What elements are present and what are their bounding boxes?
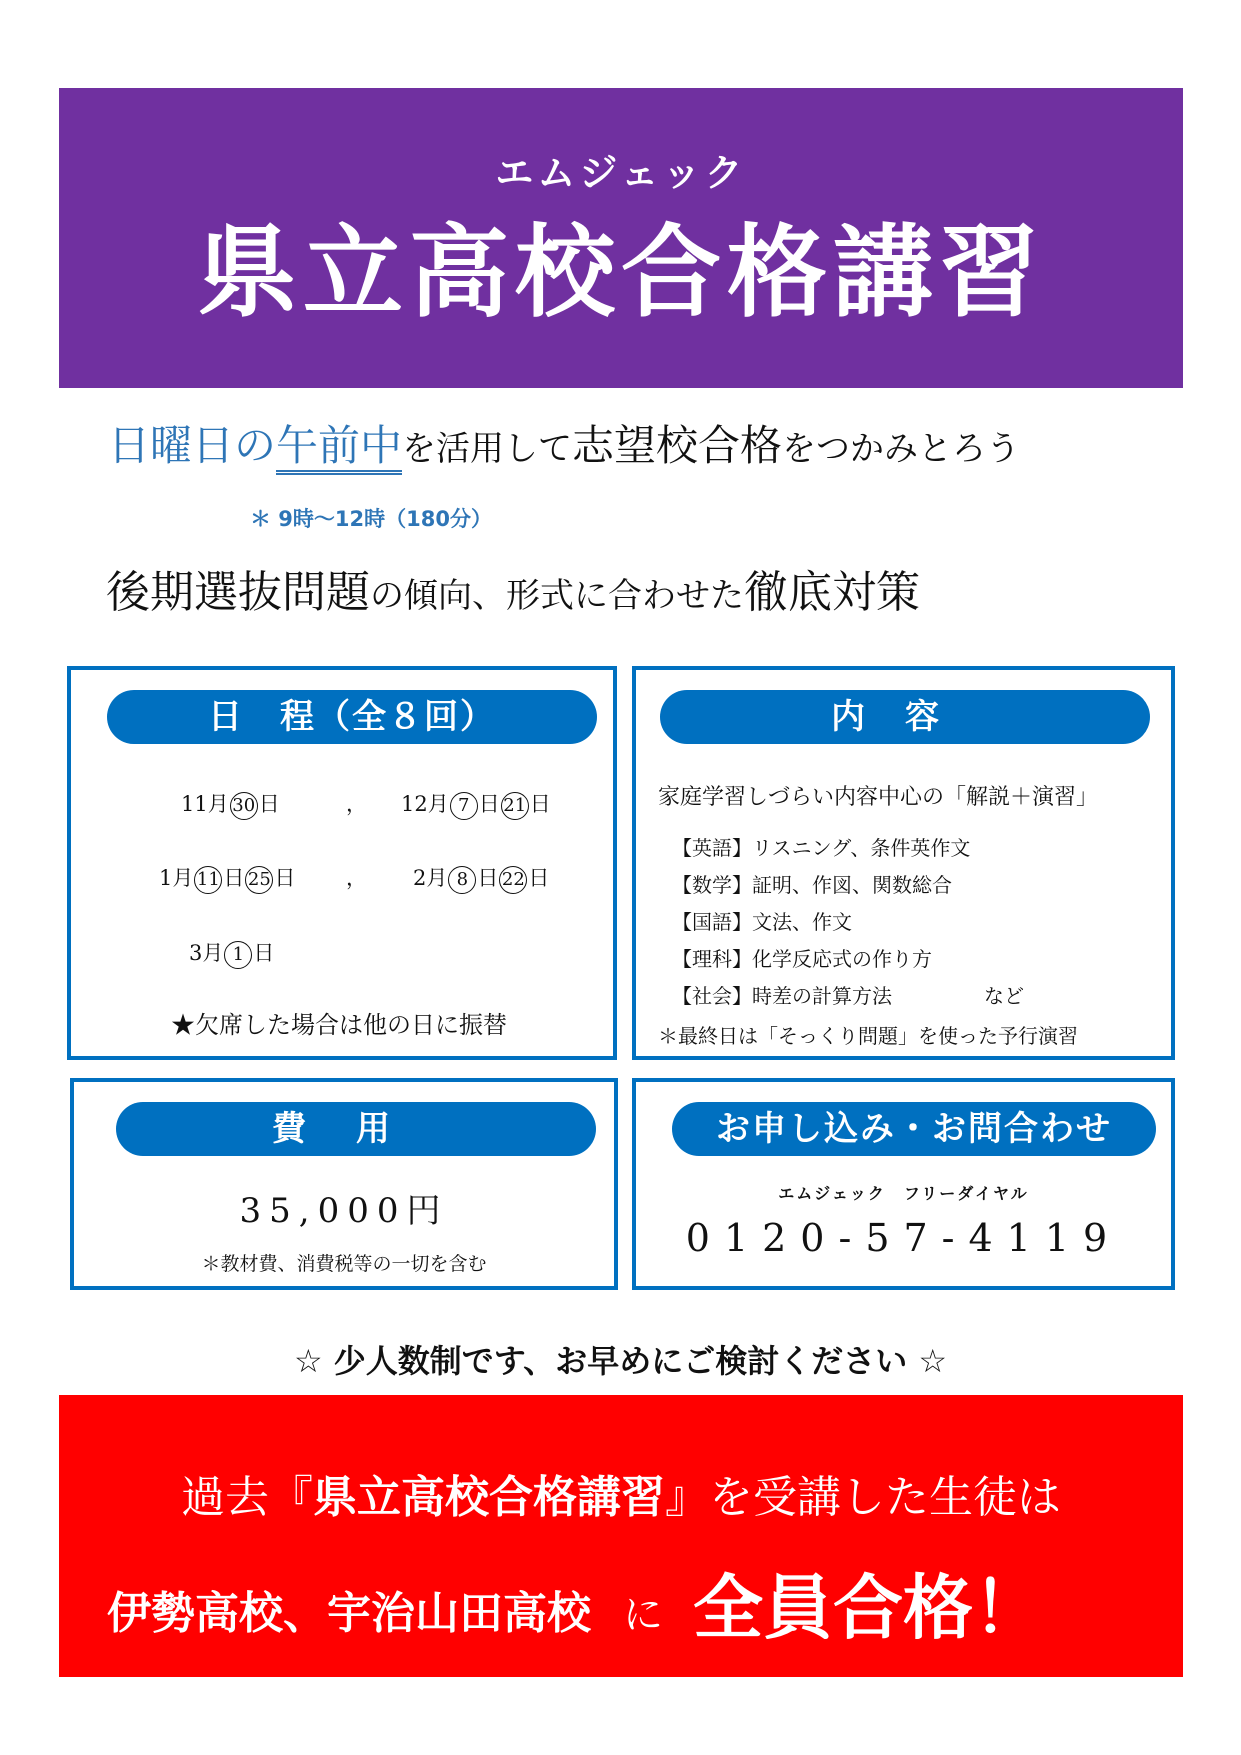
schedule-row-1b <box>401 788 551 820</box>
schedule-day-circle: 25 <box>245 866 273 894</box>
schedule-day-suffix: 日 <box>477 866 499 890</box>
footer-all-passed: 全員合格！ <box>693 1567 1043 1649</box>
schedule-day-suffix: 日 <box>223 866 245 890</box>
subject-item: 【国語】文法、作文 <box>672 910 852 934</box>
final-day-note: ＊最終日は「そっくり問題」を使った予行演習 <box>658 1024 1078 1048</box>
phone-number[interactable]: 0120-57-4119 <box>685 1216 1122 1260</box>
schedule-day-circle: 7 <box>450 792 478 820</box>
footer-particle: に <box>623 1592 663 1638</box>
contact-box <box>632 1078 1175 1290</box>
fee-heading: 費用 <box>116 1102 596 1156</box>
schedule-separator: ， <box>346 866 367 890</box>
schedule-day-circle: 8 <box>448 866 476 894</box>
freedial-label: エムジェック フリーダイヤル <box>778 1184 1029 1203</box>
limited-seats-notice: ☆ 少人数制です、お早めにご検討ください ☆ <box>293 1342 948 1380</box>
content-intro: 家庭学習しづらい内容中心の「解説＋演習」 <box>658 785 1099 810</box>
subject-item <box>672 978 1024 1015</box>
schedule-row-2 <box>159 862 295 894</box>
schedule-day-suffix: 日 <box>274 866 296 890</box>
subject-item: 【理科】化学反応式の作り方 <box>672 947 932 971</box>
tagline-morning: 午前中 <box>276 421 402 475</box>
subject-etc: など <box>984 984 1024 1008</box>
schedule-day-suffix: 日 <box>528 866 550 890</box>
schedule-day-circle: 22 <box>499 866 527 894</box>
footer-line-1 <box>59 1461 1183 1525</box>
schedule-month: 1月 <box>159 866 194 890</box>
footer-line-2 <box>107 1567 1043 1650</box>
tagline-goal: 志望校合格 <box>572 421 783 470</box>
schedule-row-3 <box>189 937 274 969</box>
fee-amount: 35,000円 <box>239 1191 449 1231</box>
tagline-grab: をつかみとろう <box>782 429 1021 469</box>
subhead-strategy: 徹底対策 <box>744 567 920 618</box>
subject-item: 【数学】証明、作図、関数総合 <box>672 873 952 897</box>
schedule-day-circle: 11 <box>194 866 222 894</box>
subject-item: 【英語】リスニング、条件英作文 <box>672 836 971 860</box>
schedule-day-circle: 30 <box>230 792 258 820</box>
subject-list <box>672 830 1024 1015</box>
schedule-day-suffix: 日 <box>258 792 280 816</box>
fee-box <box>70 1078 618 1290</box>
schedule-row-1 <box>181 788 280 820</box>
schedule-month: 3月 <box>189 941 224 965</box>
schedule-day-suffix: 日 <box>253 941 275 965</box>
schedule-separator: ， <box>346 792 367 816</box>
header-banner <box>59 88 1183 388</box>
contact-heading: お申し込み・お問合わせ <box>672 1102 1156 1156</box>
schedule-day-suffix: 日 <box>529 792 551 816</box>
tagline-sunday: 日曜日の <box>108 421 277 470</box>
content-heading: 内容 <box>660 690 1150 744</box>
footer-course-name: 県立高校合格講習 <box>313 1472 665 1523</box>
schedule-day-circle: 21 <box>501 792 529 820</box>
brand-name: エムジェック <box>495 151 747 195</box>
subhead-exam: 後期選抜問題 <box>106 567 370 618</box>
schedule-month: 11月 <box>181 792 229 816</box>
footer-banner <box>59 1395 1183 1677</box>
content-box <box>632 666 1175 1060</box>
page-title: 県立高校合格講習 <box>197 214 1045 331</box>
schedule-month: 2月 <box>413 866 448 890</box>
absent-note: ★欠席した場合は他の日に振替 <box>171 1011 507 1039</box>
schedule-box <box>67 666 617 1060</box>
schedule-day-circle: 1 <box>224 941 252 969</box>
subhead-middle: の傾向、形式に合わせた <box>370 576 744 616</box>
schedule-row-2b <box>413 862 549 894</box>
schedule-day-suffix: 日 <box>478 792 500 816</box>
fee-note: ＊教材費、消費税等の一切を含む <box>201 1253 487 1275</box>
tagline <box>108 418 1020 477</box>
time-note: ＊ 9時～12時（180分） <box>250 507 492 531</box>
subject-item-text: 【社会】時差の計算方法 <box>672 984 892 1008</box>
footer-past: 過去『 <box>181 1472 313 1523</box>
footer-attended: 』を受講した生徒は <box>665 1472 1061 1523</box>
schedule-heading: 日 程（全８回） <box>107 690 597 744</box>
subheading <box>106 563 920 626</box>
footer-schools: 伊勢高校、宇治山田高校 <box>107 1588 591 1639</box>
tagline-use: を活用して <box>402 429 573 469</box>
schedule-month: 12月 <box>401 792 449 816</box>
